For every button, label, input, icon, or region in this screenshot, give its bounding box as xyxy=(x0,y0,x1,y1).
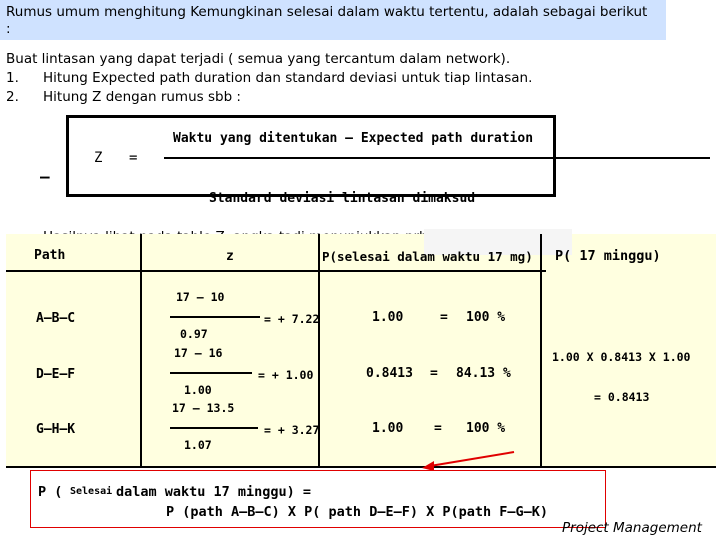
row2-eq: = xyxy=(430,366,438,381)
table-bottom-border xyxy=(6,466,716,468)
row3-result: = + 3.27 xyxy=(264,423,320,437)
row3-pct: 100 % xyxy=(466,421,506,436)
formula-equals: = xyxy=(129,150,138,166)
table-col-divider-3 xyxy=(540,234,542,466)
row2-result: = + 1.00 xyxy=(258,368,314,382)
header-title: Rumus umum menghitung Kemungkinan selesai dalam waktu tertentu, adalah sebagai berikut xyxy=(6,4,648,20)
header-title-colon: : xyxy=(6,21,11,37)
footer-label: Project Management xyxy=(562,520,702,536)
row3-path: G–H–K xyxy=(36,422,76,437)
summary-selesai: Selesai xyxy=(70,486,113,497)
row1-fraction-line xyxy=(170,316,260,318)
summary-line1: dalam waktu 17 minggu) = xyxy=(116,484,312,500)
header-z: z xyxy=(226,249,234,264)
step-1-number: 1. xyxy=(6,70,19,86)
row1-result: = + 7.22 xyxy=(264,312,320,326)
row2-denominator: 1.00 xyxy=(184,383,212,397)
table-col-divider-1 xyxy=(140,234,142,466)
header-p17: P( 17 minggu) xyxy=(555,248,661,264)
formula-dash: – xyxy=(40,167,50,186)
calc-line-2: = 0.8413 xyxy=(594,390,650,404)
row1-path: A–B–C xyxy=(36,311,76,326)
step-2-text: Hitung Z dengan rumus sbb : xyxy=(43,89,241,105)
row2-pct: 84.13 % xyxy=(456,366,511,381)
step-1-text: Hitung Expected path duration dan standard deviasi untuk tiap lintasan. xyxy=(43,70,533,86)
row3-prob: 1.00 xyxy=(372,421,404,436)
formula-fraction-line xyxy=(164,157,710,159)
header-p-selesai: P(selesai dalam waktu 17 mg) xyxy=(322,249,533,264)
row1-denominator: 0.97 xyxy=(180,327,208,341)
row3-fraction-line xyxy=(170,427,258,429)
header-path: Path xyxy=(34,248,66,263)
calc-line-1: 1.00 X 0.8413 X 1.00 xyxy=(552,350,691,364)
row3-eq: = xyxy=(434,421,442,436)
row1-prob: 1.00 xyxy=(372,310,404,325)
formula-z: Z xyxy=(94,150,103,166)
row1-eq: = xyxy=(440,310,448,325)
formula-denominator: Standard deviasi lintasan dimaksud xyxy=(209,191,476,206)
row3-numerator: 17 – 13.5 xyxy=(172,401,235,415)
row2-fraction-line xyxy=(170,372,252,374)
table-header-divider xyxy=(6,270,546,272)
row3-denominator: 1.07 xyxy=(184,438,212,452)
summary-line2: P (path A–B–C) X P( path D–E–F) X P(path F–G–K) xyxy=(166,504,549,520)
intro-line: Buat lintasan yang dapat terjadi ( semua yang tercantum dalam network). xyxy=(6,51,511,67)
row1-numerator: 17 – 10 xyxy=(176,290,225,304)
step-2-number: 2. xyxy=(6,89,19,105)
formula-box xyxy=(66,115,556,197)
row2-path: D–E–F xyxy=(36,367,76,382)
formula-numerator: Waktu yang ditentukan – Expected path duration xyxy=(173,131,534,146)
summary-p-label: P ( xyxy=(38,484,63,500)
row2-numerator: 17 – 16 xyxy=(174,346,223,360)
row2-prob: 0.8413 xyxy=(366,366,413,381)
row1-pct: 100 % xyxy=(466,310,506,325)
